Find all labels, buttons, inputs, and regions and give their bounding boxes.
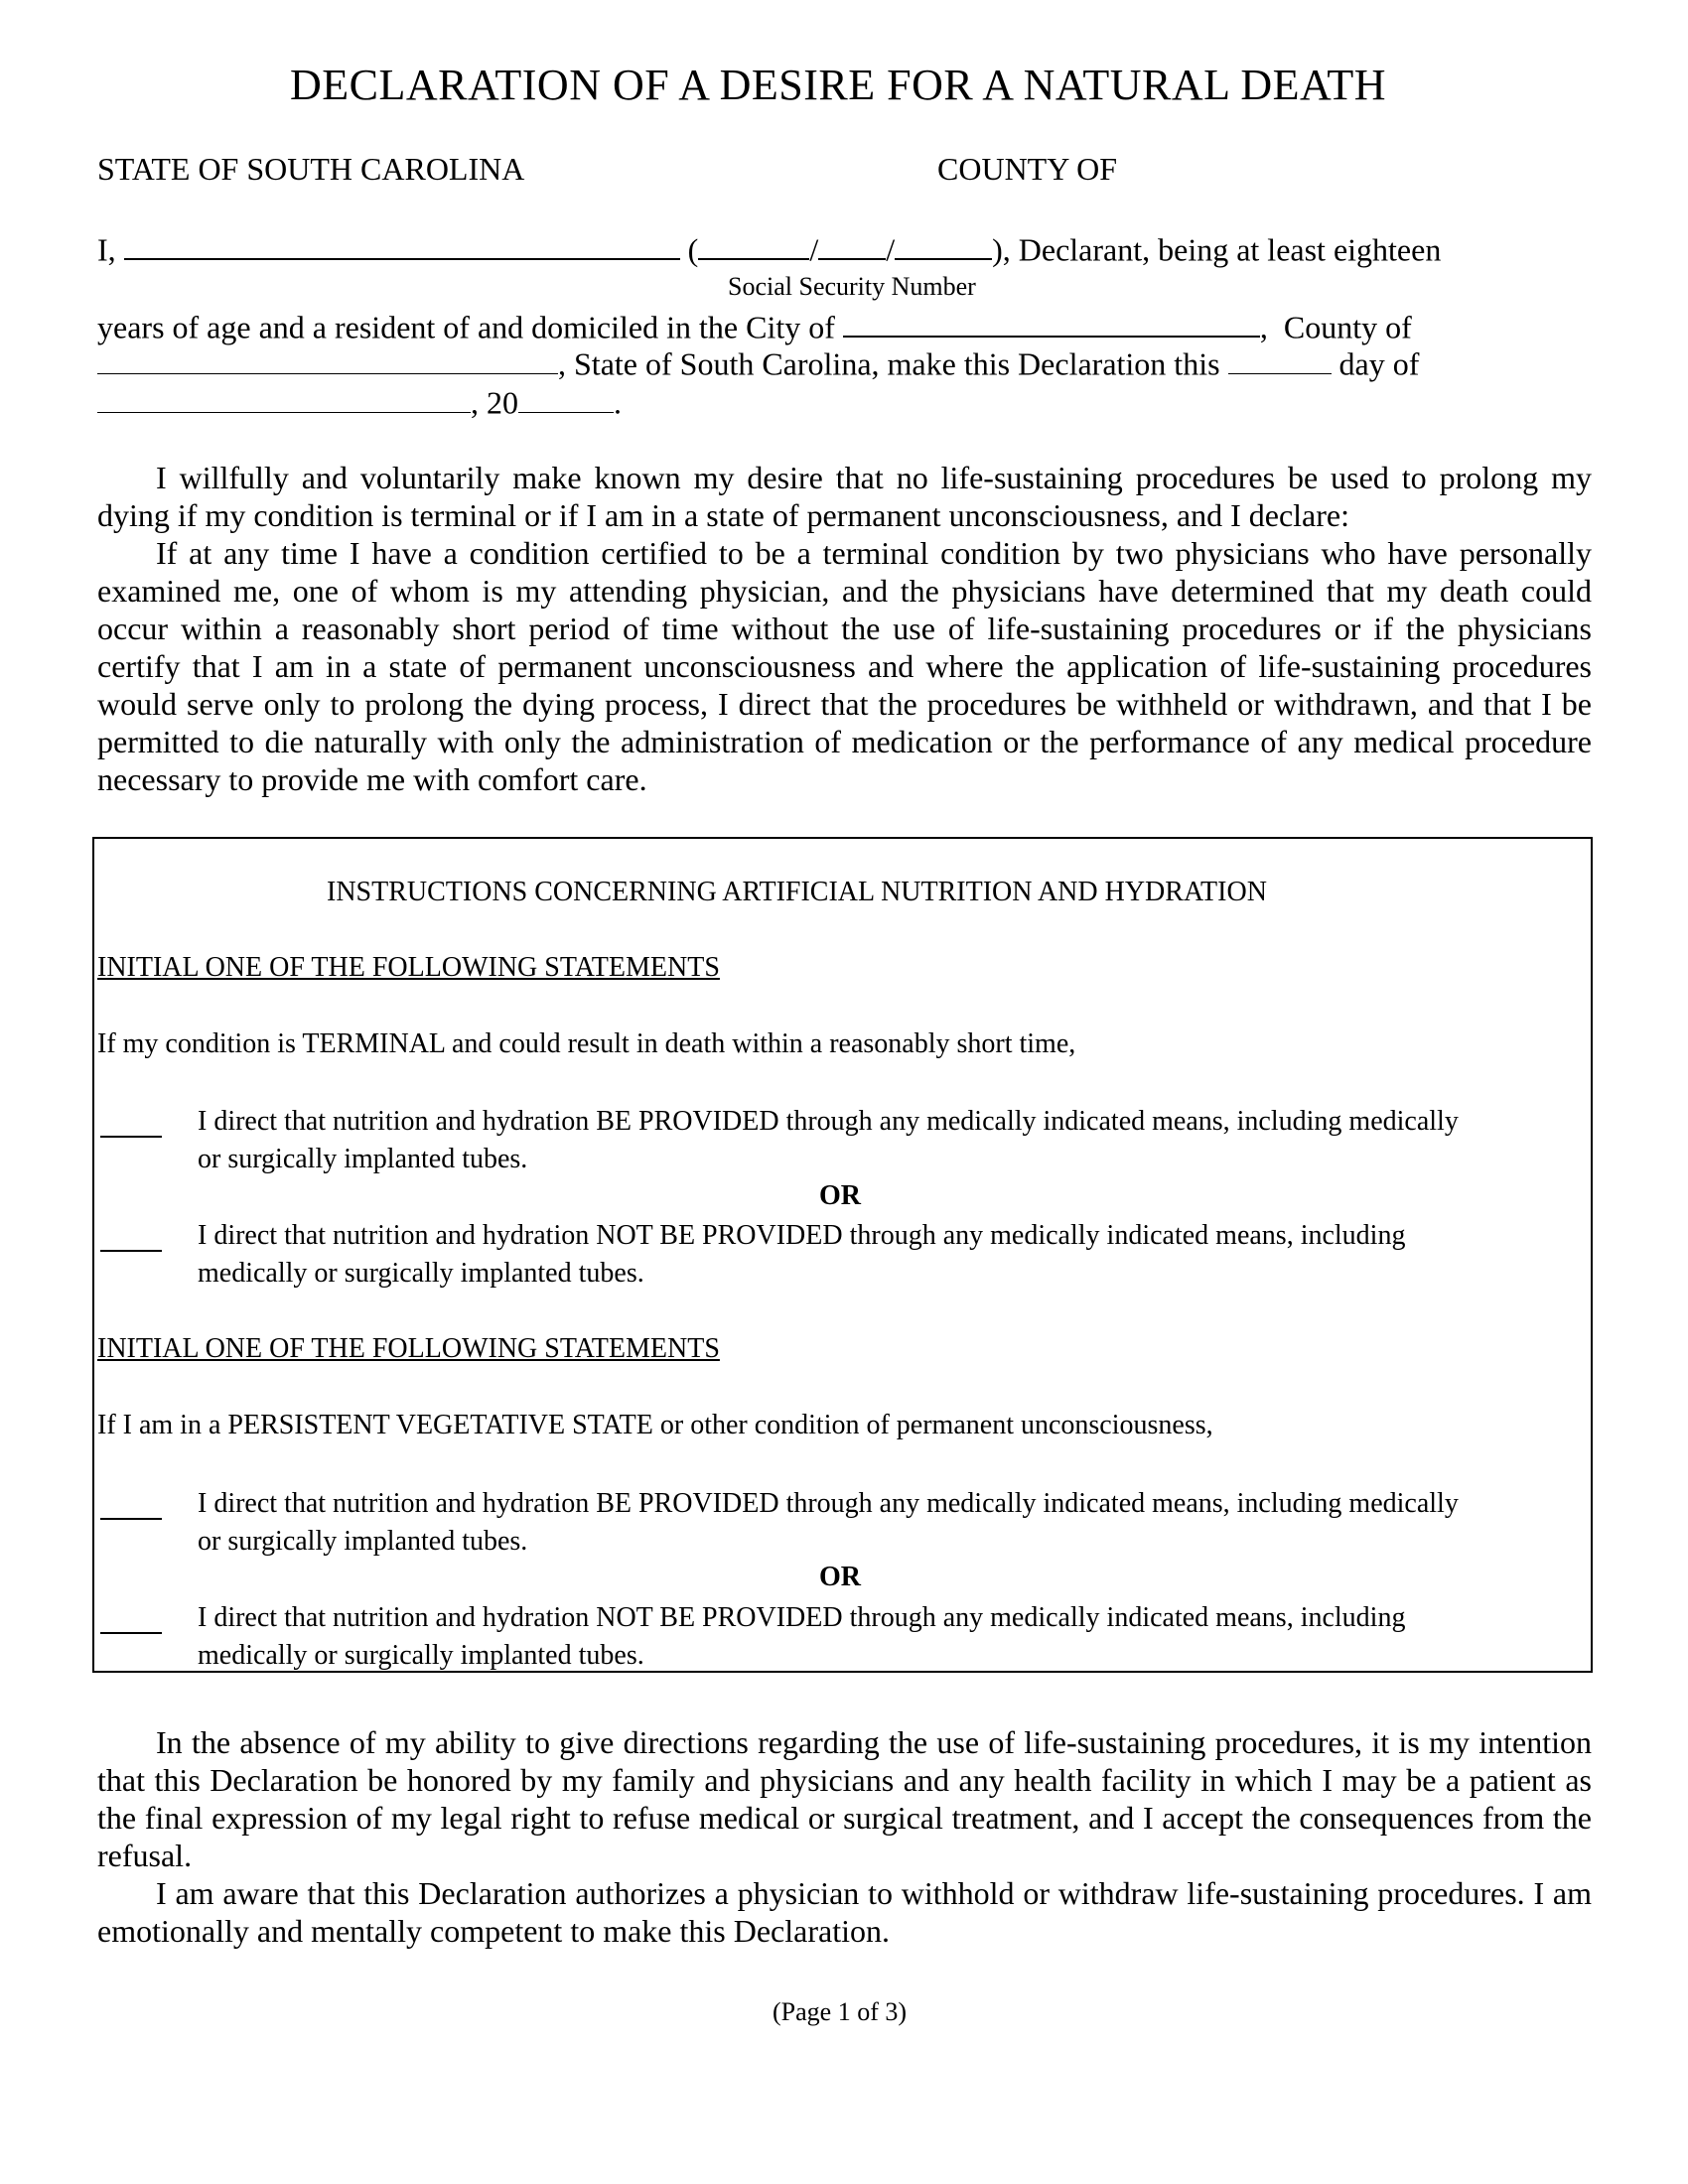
or-separator-2: OR — [819, 1562, 861, 1592]
declarant-suffix: ), Declarant, being at least eighteen — [992, 231, 1442, 268]
declaration-suffix: day of — [1338, 345, 1420, 382]
ssn-slash-2: / — [886, 231, 896, 268]
month-field[interactable] — [97, 382, 471, 413]
ssn-label: Social Security Number — [728, 272, 976, 301]
declarant-name-field[interactable] — [124, 228, 680, 260]
ssn-paren-open: ( — [687, 231, 699, 268]
year-field[interactable] — [518, 382, 614, 413]
declaration-date-line — [97, 343, 1419, 382]
box-heading: INSTRUCTIONS CONCERNING ARTIFICIAL NUTRITION AND HYDRATION — [327, 877, 1267, 907]
paragraph-competence: I am aware that this Declaration authorizes a physician to withhold or withdraw life-sustaining procedures. I am emotionally and mentally competent to make this Declaration. — [97, 1875, 1592, 1949]
county-label: COUNTY OF — [937, 151, 1118, 187]
ssn-slash-1: / — [809, 231, 819, 268]
ssn-part1-field[interactable] — [698, 228, 809, 260]
terminal-not-provided-option: I direct that nutrition and hydration NOT BE PROVIDED through any medically indicated means, including medically or surgically implanted tubes. — [198, 1220, 1406, 1289]
declaration-middle: , State of South Carolina, make this Declaration this — [558, 345, 1220, 382]
or-separator-1: OR — [819, 1180, 861, 1211]
vegetative-condition-text: If I am in a PERSISTENT VEGETATIVE STATE or other condition of permanent unconsciousness, — [97, 1410, 1213, 1440]
year-prefix: , 20 — [471, 384, 518, 421]
ssn-part3-field[interactable] — [895, 228, 992, 260]
document-title: DECLARATION OF A DESIRE FOR A NATURAL DEATH — [290, 61, 1387, 109]
initial-instruction-1: INITIAL ONE OF THE FOLLOWING STATEMENTS — [97, 952, 720, 983]
page-number: (Page 1 of 3) — [773, 1997, 908, 2026]
declaration-body — [97, 459, 1592, 798]
initial-vegetative-provided-field[interactable] — [100, 1518, 162, 1520]
residence-line — [97, 306, 1412, 345]
day-field[interactable] — [1228, 343, 1332, 374]
county-field[interactable] — [97, 343, 558, 374]
state-label: STATE OF SOUTH CAROLINA — [97, 151, 525, 187]
vegetative-provided-option: I direct that nutrition and hydration BE PROVIDED through any medically indicated means, including medically or surgically implanted tubes. — [198, 1488, 1459, 1557]
residence-prefix: years of age and a resident of and domiciled in the City of — [97, 309, 835, 345]
paragraph-intention: In the absence of my ability to give directions regarding the use of life-sustaining procedures, it is my intention that this Declaration be honored by my family and physicians and any health facility in which I may be a patient as the final expression of my legal right to refuse medical or surgical treatment, and I accept the consequences from the refusal. — [97, 1724, 1592, 1873]
initial-instruction-2: INITIAL ONE OF THE FOLLOWING STATEMENTS — [97, 1333, 720, 1364]
initial-terminal-provided-field[interactable] — [100, 1136, 162, 1138]
closing-body — [97, 1723, 1592, 1950]
residence-suffix: , County of — [1259, 309, 1412, 345]
ssn-part2-field[interactable] — [818, 228, 886, 260]
declarant-line — [97, 228, 1441, 268]
initial-vegetative-not-provided-field[interactable] — [100, 1632, 162, 1634]
terminal-provided-option: I direct that nutrition and hydration BE PROVIDED through any medically indicated means, including medically or surgically implanted tubes. — [198, 1106, 1459, 1174]
initial-terminal-not-provided-field[interactable] — [100, 1250, 162, 1252]
year-suffix: . — [614, 384, 622, 421]
vegetative-not-provided-option: I direct that nutrition and hydration NOT BE PROVIDED through any medically indicated means, including medically or surgically implanted tubes. — [198, 1602, 1406, 1671]
city-field[interactable] — [843, 306, 1260, 338]
paragraph-conditions: If at any time I have a condition certified to be a terminal condition by two physicians who have personally examined me, one of whom is my attending physician, and the physicians have determined that my death could occur within a reasonably short period of time without the use of life-sustaining procedures or if the physicians certify that I am in a state of permanent unconsciousness and where the application of life-sustaining procedures would serve only to prolong the dying process, I direct that the procedures be withheld or withdrawn, and that I be permitted to die naturally with only the administration of medication or the performance of any medical procedure necessary to provide me with comfort care. — [97, 535, 1592, 797]
nutrition-hydration-box — [92, 837, 1593, 1673]
year-line — [97, 382, 622, 421]
terminal-condition-text: If my condition is TERMINAL and could result in death within a reasonably short time, — [97, 1028, 1076, 1059]
declarant-prefix: I, — [97, 231, 116, 268]
paragraph-desire: I willfully and voluntarily make known my desire that no life-sustaining procedures be used to prolong my dying if my condition is terminal or if I am in a state of permanent unconsciousness, and I declare: — [97, 460, 1592, 533]
